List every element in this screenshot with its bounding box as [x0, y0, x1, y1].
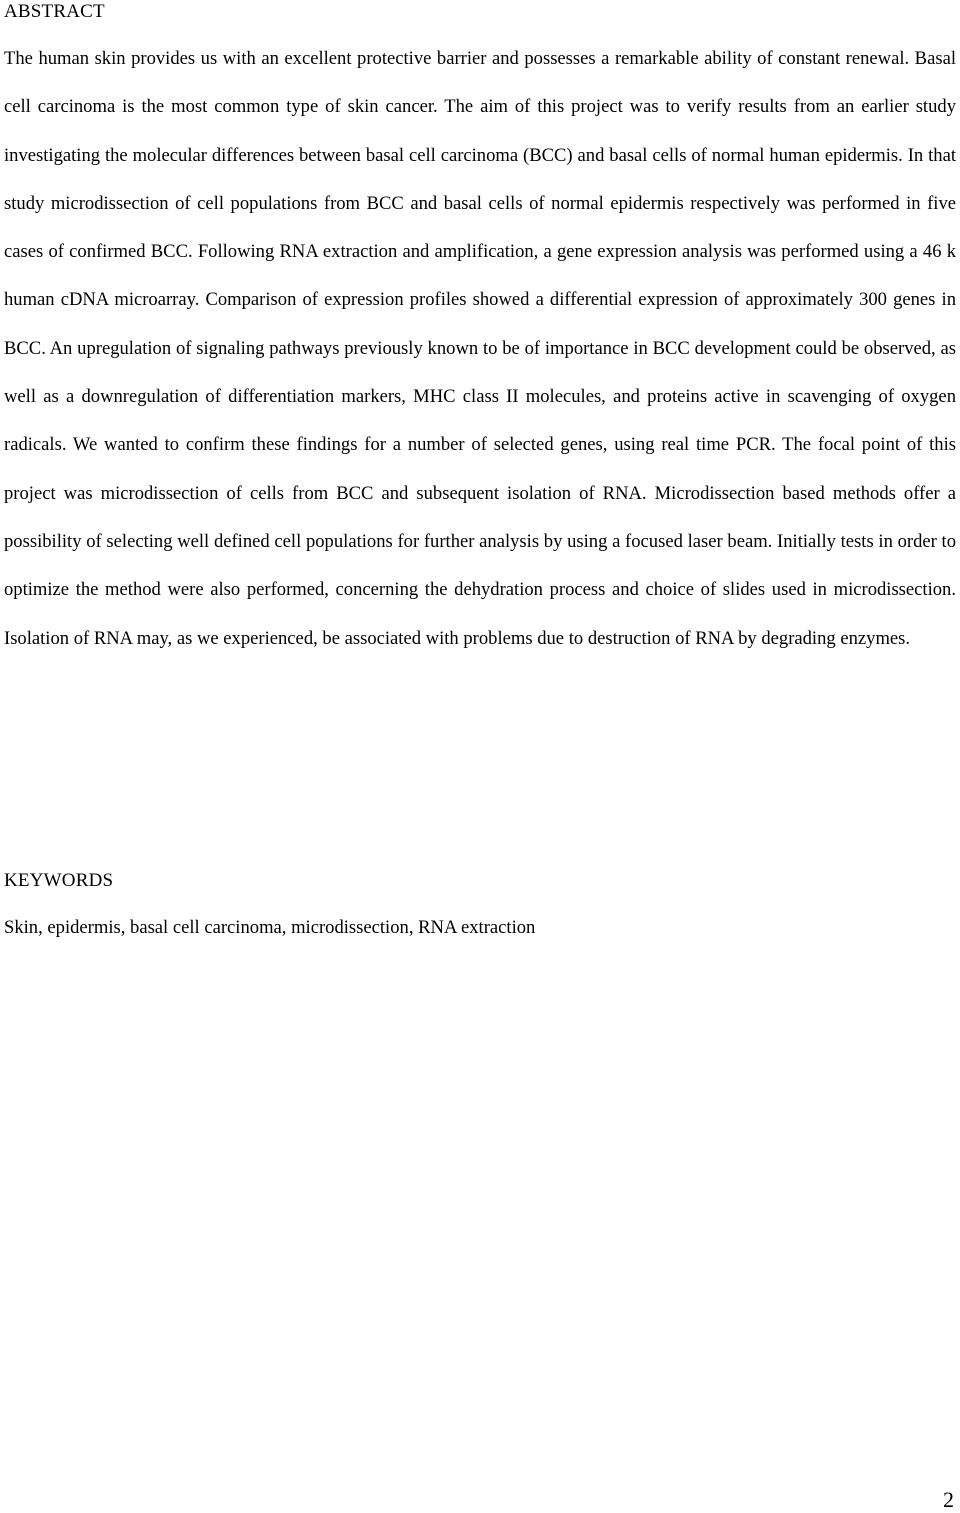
keywords-paragraph: Skin, epidermis, basal cell carcinoma, microdissection, RNA extraction	[4, 917, 536, 938]
abstract-paragraph: The human skin provides us with an excellent protective barrier and possesses a remarkable ability of constant renewal. Basal cell carcinoma is the most common type of skin cancer. The aim of this project was to verify results from an earlier study investigating the molecular differences between basal cell carcinoma (BCC) and basal cells of normal human epidermis. In that study microdissection of cell populations from BCC and basal cells of normal epidermis respectively was performed in five cases of confirmed BCC. Following RNA extraction and amplification, a gene expression analysis was performed using a 46 k human cDNA microarray. Comparison of expression profiles showed a differential expression of approximately 300 genes in BCC. An upregulation of signaling pathways previously known to be of importance in BCC development could be observed, as well as a downregulation of differentiation markers, MHC class II molecules, and proteins active in scavenging of oxygen radicals. We wanted to confirm these findings for a number of selected genes, using real time PCR. The focal point of this project was microdissection of cells from BCC and subsequent isolation of RNA. Microdissection based methods offer a possibility of selecting well defined cell populations for further analysis by using a focused laser beam. Initially tests in order to optimize the method were also performed, concerning the dehydration process and choice of slides used in microdissection. Isolation of RNA may, as we experienced, be associated with problems due to destruction of RNA by degrading enzymes.	[4, 48, 956, 649]
abstract-heading: ABSTRACT	[4, 1, 105, 22]
keywords-heading: KEYWORDS	[4, 870, 114, 891]
page-number: 2	[943, 1487, 954, 1512]
